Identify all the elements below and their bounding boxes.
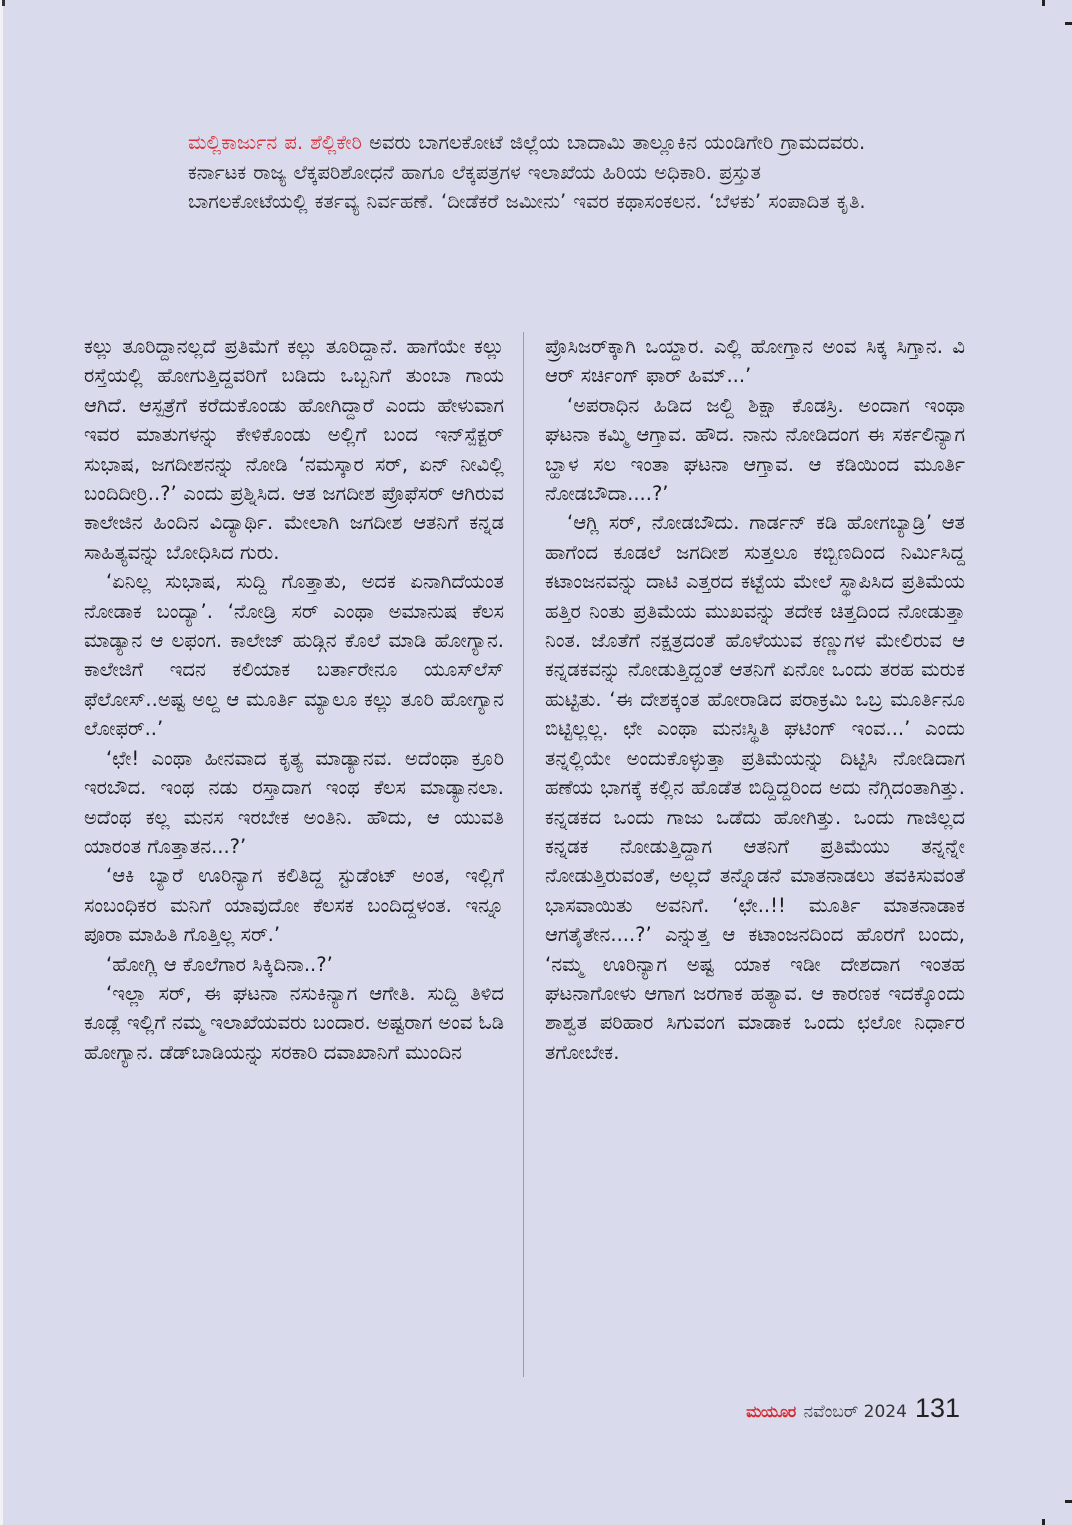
paragraph: ‘ಇಲ್ಲಾ ಸರ್, ಈ ಘಟನಾ ನಸುಕಿನ್ಯಾಗ ಆಗೇತಿ. ಸುದ್ದಿ ತಿಳಿದ ಕೂಡ್ಲೆ ಇಲ್ಲಿಗೆ ನಮ್ಮ ಇಲಾಖೆಯವರು ಬಂದಾರ. ಅಷ್ಟರಾಗ ಅಂವ ಓಡಿ ಹೋಗ್ಯಾನ. ಡೆಡ್‌ಬಾಡಿಯನ್ನು ಸರಕಾರಿ ದವಾಖಾನಿಗೆ ಮುಂದಿನ (84, 981, 504, 1064)
crop-mark (1065, 1500, 1072, 1503)
author-name: ಮಲ್ಲಿಕಾರ್ಜುನ ಪ. ಶೆಲ್ಲಿಕೇರಿ (188, 131, 362, 154)
page-footer (746, 1393, 960, 1424)
paragraph: ಕಲ್ಲು ತೂರಿದ್ದಾನಲ್ಲದೆ ಪ್ರತಿಮೆಗೆ ಕಲ್ಲು ತೂರಿದ್ದಾನೆ. ಹಾಗೆಯೇ ಕಲ್ಲು ರಸ್ತೆಯಲ್ಲಿ ಹೋಗುತ್ತಿದ್ದವರಿಗೆ ಬಡಿದು ಒಬ್ಬನಿಗೆ ತುಂಬಾ ಗಾಯ ಆಗಿದೆ. ಆಸ್ಪತ್ರೆಗೆ ಕರೆದುಕೊಂಡು ಹೋಗಿದ್ದಾರೆ ಎಂದು ಹೇಳುವಾಗ ಇವರ ಮಾತುಗಳನ್ನು ಕೇಳಿಕೊಂಡು ಅಲ್ಲಿಗೆ ಬಂದ ಇನ್‌ಸ್ಪೆಕ್ಟರ್ ಸುಭಾಷ, ಜಗದೀಶನನ್ನು ನೋಡಿ ‘ನಮಸ್ಕಾರ ಸರ್, ಏನ್ ನೀವಿಲ್ಲಿ ಬಂದಿದೀರ್ರಿ..?’ ಎಂದು ಪ್ರಶ್ನಿಸಿದ. ಆತ ಜಗದೀಶ ಪ್ರೊಫೆಸರ್ ಆಗಿರುವ ಕಾಲೇಜಿನ ಹಿಂದಿನ ವಿದ್ಯಾರ್ಥಿ. ಮೇಲಾಗಿ ಜಗದೀಶ ಆತನಿಗೆ ಕನ್ನಡ ಸಾಹಿತ್ಯವನ್ನು ಬೋಧಿಸಿದ ಗುರು. (84, 335, 504, 564)
right-column (545, 332, 965, 1067)
paragraph: ‘ಅಪರಾಧಿನ ಹಿಡಿದ ಜಲ್ದಿ ಶಿಕ್ಷಾ ಕೊಡಸ್ರಿ. ಅಂದಾಗ ಇಂಥಾ ಘಟನಾ ಕಮ್ಮಿ ಆಗ್ತಾವ. ಹೌದ. ನಾನು ನೋಡಿದಂಗ ಈ ಸರ್ಕಲಿನ್ಯಾಗ ಬ್ಹಾಳ ಸಲ ಇಂತಾ ಘಟನಾ ಆಗ್ತಾವ. ಆ ಕಡಿಯಿಂದ ಮೂರ್ತಿ ನೋಡಬೌದಾ....?’ (545, 393, 965, 506)
issue-date: ನವೆಂಬರ್ 2024 (803, 1402, 907, 1422)
paragraph: ‘ಆಕಿ ಬ್ಯಾರೆ ಊರಿನ್ಯಾಗ ಕಲಿತಿದ್ದ ಸ್ಟುಡೆಂಟ್ ಅಂತ, ಇಲ್ಲಿಗೆ ಸಂಬಂಧಿಕರ ಮನಿಗೆ ಯಾವುದೋ ಕೆಲಸಕ ಬಂದಿದ್ದಳಂತ. ಇನ್ನೂ ಪೂರಾ ಮಾಹಿತಿ ಗೊತ್ತಿಲ್ಲ ಸರ್.’ (84, 864, 504, 947)
author-bio (188, 128, 868, 217)
author-bio-text: ಅವರು ಬಾಗಲಕೋಟೆ ಜಿಲ್ಲೆಯ ಬಾದಾಮಿ ತಾಲ್ಲೂಕಿನ ಯಂಡಿಗೇರಿ ಗ್ರಾಮದವರು. ಕರ್ನಾಟಕ ರಾಜ್ಯ ಲೆಕ್ಕಪರಿಶೋಧನೆ ಹಾಗೂ ಲೆಕ್ಕಪತ್ರಗಳ ಇಲಾಖೆಯ ಹಿರಿಯ ಅಧಿಕಾರಿ. ಪ್ರಸ್ತುತ ಬಾಗಲಕೋಟೆಯಲ್ಲಿ ಕರ್ತವ್ಯ ನಿರ್ವಹಣೆ. ‘ದೀಡೆಕರೆ ಜಮೀನು’ ಇವರ ಕಥಾಸಂಕಲನ. ‘ಬೆಳಕು’ ಸಂಪಾದಿತ ಕೃತಿ. (188, 131, 866, 213)
page-left-edge (0, 0, 3, 1525)
crop-mark (2, 0, 5, 6)
paragraph: ‘ಛೇ! ಎಂಥಾ ಹೀನವಾದ ಕೃತ್ಯ ಮಾಡ್ಯಾನವ. ಅದೆಂಥಾ ಕ್ರೂರಿ ಇರಬೌದ. ಇಂಥ ನಡು ರಸ್ತಾದಾಗ ಇಂಥ ಕೆಲಸ ಮಾಡ್ಯಾನಲಾ. ಅದೆಂಥ ಕಲ್ಲ ಮನಸ ಇರಬೇಕ ಅಂತಿನಿ. ಹೌದು, ಆ ಯುವತಿ ಯಾರಂತ ಗೊತ್ತಾತನ...?’ (84, 746, 504, 858)
page-number: 131 (914, 1393, 960, 1423)
magazine-logo: ಮಯೂರ (746, 1402, 796, 1421)
crop-mark (1042, 1519, 1045, 1525)
left-column (84, 332, 504, 1067)
paragraph: ‘ಏನಿಲ್ಲ ಸುಭಾಷ, ಸುದ್ದಿ ಗೊತ್ತಾತು, ಅದಕ ಏನಾಗಿದೆಯಂತ ನೋಡಾಕ ಬಂದ್ಯಾ’. ‘ನೋಡ್ರಿ ಸರ್ ಎಂಥಾ ಅಮಾನುಷ ಕೆಲಸ ಮಾಡ್ಯಾನ ಆ ಲಫಂಗ. ಕಾಲೇಜ್ ಹುಡ್ಗಿನ ಕೊಲೆ ಮಾಡಿ ಹೋಗ್ಯಾನ. ಕಾಲೇಜಿಗೆ ಇದನ ಕಲಿಯಾಕ ಬರ್ತಾರೇನೂ ಯೂಸ್‌ಲೆಸ್ ಫೆಲೋಸ್..ಅಷ್ಟ ಅಲ್ದ ಆ ಮೂರ್ತಿ ಮ್ಯಾಲೂ ಕಲ್ಲು ತೂರಿ ಹೋಗ್ಯಾನ ಲೋಫರ್..’ (84, 570, 504, 741)
column-divider (523, 332, 524, 1377)
paragraph: ‘ಹೋಗ್ಲಿ ಆ ಕೊಲೆಗಾರ ಸಿಕ್ಕಿದಿನಾ..?’ (106, 952, 333, 976)
paragraph: ‘ಆಗ್ಲಿ ಸರ್, ನೋಡಬೌದು. ಗಾರ್ಡನ್ ಕಡಿ ಹೋಗಬ್ಯಾಡ್ರಿ’ ಆತ ಹಾಗೆಂದ ಕೂಡಲೆ ಜಗದೀಶ ಸುತ್ತಲೂ ಕಬ್ಬಿಣದಿಂದ ನಿರ್ಮಿಸಿದ್ದ ಕಟಾಂಜನವನ್ನು ದಾಟಿ ಎತ್ತರದ ಕಟ್ಟೆಯ ಮೇಲೆ ಸ್ಥಾಪಿಸಿದ ಪ್ರತಿಮೆಯ ಹತ್ತಿರ ನಿಂತು ಪ್ರತಿಮೆಯ ಮುಖವನ್ನು ತದೇಕ ಚಿತ್ತದಿಂದ ನೋಡುತ್ತಾ ನಿಂತ. ಜೊತೆಗೆ ನಕ್ಷತ್ರದಂತೆ ಹೊಳೆಯುವ ಕಣ್ಣುಗಳ ಮೇಲಿರುವ ಆ ಕನ್ನಡಕವನ್ನು ನೋಡುತ್ತಿದ್ದಂತೆ ಆತನಿಗೆ ಏನೋ ಒಂದು ತರಹ ಮರುಕ ಹುಟ್ಟಿತು. ‘ಈ ದೇಶಕ್ಕಂತ ಹೋರಾಡಿದ ಪರಾಕ್ರಮಿ ಒಬ್ರ ಮೂರ್ತಿನೂ ಬಿಟ್ಟಿಲ್ಲಲ್ಲ. ಛೇ ಎಂಥಾ ಮನಃಸ್ಥಿತಿ ಘಟಿಂಗ್ ಇಂವ...’ ಎಂದು ತನ್ನಲ್ಲಿಯೇ ಅಂದುಕೊಳ್ಳುತ್ತಾ ಪ್ರತಿಮೆಯನ್ನು ದಿಟ್ಟಿಸಿ ನೋಡಿದಾಗ ಹಣೆಯ ಭಾಗಕ್ಕೆ ಕಲ್ಲಿನ ಹೊಡೆತ ಬಿದ್ದಿದ್ದರಿಂದ ಅದು ನೆಗ್ಗಿದಂತಾಗಿತ್ತು. ಕನ್ನಡಕದ ಒಂದು ಗಾಜು ಒಡೆದು ಹೋಗಿತ್ತು. ಒಂದು ಗಾಜಿಲ್ಲದ ಕನ್ನಡಕ ನೋಡುತ್ತಿದ್ದಾಗ ಆತನಿಗೆ ಪ್ರತಿಮೆಯು ತನ್ನನ್ನೇ ನೋಡುತ್ತಿರುವಂತೆ, ಅಲ್ಲದೆ ತನ್ನೊಡನೆ ಮಾತನಾಡಲು ತವಕಿಸುವಂತೆ ಭಾಸವಾಯಿತು ಅವನಿಗೆ. ‘ಛೇ..!! ಮೂರ್ತಿ ಮಾತನಾಡಾಕ ಆಗತೈತೇನ....?’ ಎನ್ನುತ್ತ ಆ ಕಟಾಂಜನದಿಂದ ಹೊರಗೆ ಬಂದು, ‘ನಮ್ಮ ಊರಿನ್ಯಾಗ ಅಷ್ಟ ಯಾಕ ಇಡೀ ದೇಶದಾಗ ಇಂತಹ ಘಟನಾಗೋಳು ಆಗಾಗ ಜರಗಾಕ ಹತ್ಯಾವ. ಆ ಕಾರಣಕ ಇದಕ್ಕೊಂದು ಶಾಶ್ವತ ಪರಿಹಾರ ಸಿಗುವಂಗ ಮಾಡಾಕ ಒಂದು ಛಲೋ ನಿರ್ಧಾರ ತಗೋಬೇಕ. (545, 511, 965, 1064)
paragraph: ಪ್ರೊಸಿಜರ್‌ಕ್ಕಾಗಿ ಒಯ್ದಾರ. ಎಲ್ಲಿ ಹೋಗ್ತಾನ ಅಂವ ಸಿಕ್ಕ ಸಿಗ್ತಾನ. ವಿ ಆರ್ ಸರ್ಚಿಂಗ್ ಫಾರ್ ಹಿಮ್...’ (545, 335, 965, 388)
crop-mark (1065, 22, 1072, 25)
crop-mark (1042, 0, 1045, 6)
